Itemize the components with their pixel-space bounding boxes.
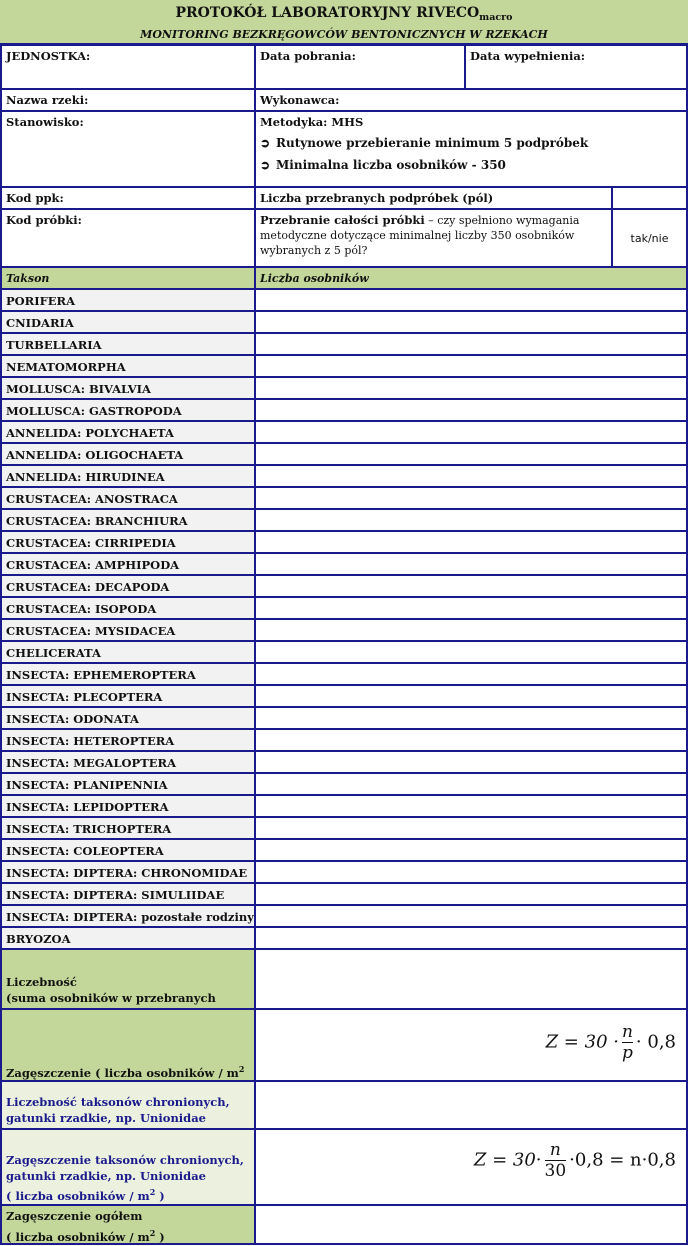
taxon-name-cell [0,904,256,928]
taxon-count-input[interactable] [254,816,688,840]
taxon-name-cell [0,310,256,334]
taxon-name-cell [0,552,256,576]
taxon-name-cell [0,882,256,906]
taxon-name: ANNELIDA: POLYCHAETA [6,426,174,440]
ogolem-label [6,1208,250,1246]
taxon-name-cell [0,508,256,532]
taxon-name: TURBELLARIA [6,338,102,352]
taxon-count-input[interactable] [254,860,688,884]
ogolem-line-1: Zagęszczenie ogółem [6,1209,143,1223]
ogolem-line-2-text: ( liczba osobników / m [6,1229,150,1244]
column-header-takson [0,266,256,290]
data-pobrania-field[interactable] [254,44,466,90]
taxon-count-input[interactable] [254,904,688,928]
taxon-count-input[interactable] [254,838,688,862]
taxon-name: MOLLUSCA: BIVALVIA [6,382,151,396]
zchron-line-2: gatunki rzadkie, np. Unionidae [6,1169,206,1183]
taxon-name-cell [0,530,256,554]
taxon-name-cell [0,596,256,620]
taxon-name: BRYOZOA [6,932,71,946]
taxon-count-input[interactable] [254,728,688,752]
chronione-liczebnosc-input[interactable] [254,1080,688,1130]
bullet-1-text: Rutynowe przebieranie minimum 5 podpróbek [276,136,589,150]
formula-1-fraction [622,1022,633,1063]
taxon-count-input[interactable] [254,420,688,444]
taxon-name: INSECTA: MEGALOPTERA [6,756,177,770]
zchron-line-3-end: ) [155,1188,165,1203]
taxon-count-input[interactable] [254,332,688,356]
chronione-liczebnosc-label [6,1094,250,1126]
taxon-name: INSECTA: ODONATA [6,712,139,726]
taxon-count-input[interactable] [254,288,688,312]
taxon-count-input[interactable] [254,376,688,400]
taxon-name: INSECTA: PLANIPENNIA [6,778,168,792]
metodyka-label: Metodyka: MHS [260,115,364,129]
taxon-count-input[interactable] [254,530,688,554]
liczba-podprobek-input[interactable] [611,186,688,210]
taxon-name: CRUSTACEA: CIRRIPEDIA [6,536,176,550]
stanowisko-field[interactable] [0,110,256,188]
chronione-liczebnosc-label-cell [0,1080,256,1130]
formula-1-numerator: n [621,1022,633,1042]
taxon-name-cell [0,838,256,862]
zageszczenie-label-cell [0,1008,256,1082]
taxon-count-input[interactable] [254,662,688,686]
taxon-count-input[interactable] [254,464,688,488]
taxon-name-cell [0,288,256,312]
taxon-name-cell [0,728,256,752]
taxon-name: INSECTA: DIPTERA: SIMULIIDAE [6,888,225,902]
przebranie-question [260,213,607,258]
chronione-line-1: Liczebność taksonów chronionych, [6,1095,230,1109]
ogolem-line-2 [6,1225,250,1246]
zageszczenie-sup: 2 [238,1064,245,1074]
taxon-name-cell [0,332,256,356]
taxon-name-cell [0,926,256,950]
taxon-name: INSECTA: HETEROPTERA [6,734,175,748]
metodyka-bullet-2 [260,158,506,172]
taxon-count-input[interactable] [254,684,688,708]
taxon-count-input[interactable] [254,508,688,532]
taxon-name: CHELICERATA [6,646,101,660]
liczba-podprobek-label-cell [254,186,613,210]
taxon-name: INSECTA: PLECOPTERA [6,690,163,704]
zchron-line-3-text: ( liczba osobników / m [6,1188,150,1203]
taxon-name-cell [0,398,256,422]
taxon-count-input[interactable] [254,442,688,466]
jednostka-field[interactable] [0,44,256,90]
taxon-count-input[interactable] [254,486,688,510]
ogolem-line-2-end: ) [155,1229,165,1244]
taxon-name: ANNELIDA: HIRUDINEA [6,470,165,484]
taxon-name-cell [0,860,256,884]
protocol-header [0,0,688,46]
formula-2-fraction [545,1140,567,1181]
chronione-line-2: gatunki rzadkie, np. Unionidae [6,1111,206,1125]
taxon-name: NEMATOMORPHA [6,360,126,374]
przebranie-rest-text: – czy spełniono wymagania metodyczne dotyczące minimalnej liczby 350 osobników wybranych z 5 pól? [260,214,580,257]
taxon-name: PORIFERA [6,294,76,308]
taxon-name-cell [0,354,256,378]
metodyka-box [254,110,688,188]
arrow-right-icon: ➲ [260,136,271,150]
liczebnosc-line-2: (suma osobników w przebranych [6,991,216,1005]
taxon-name-cell [0,486,256,510]
ogolem-sup: 2 [149,1228,156,1238]
density-formula [546,1022,676,1063]
taxon-name-cell [0,772,256,796]
formula-2-rhs: ·0,8 = n·0,8 [569,1149,676,1171]
taxon-name-cell [0,816,256,840]
liczebnosc-label-cell [0,948,256,1010]
taxon-name: MOLLUSCA: GASTROPODA [6,404,182,418]
protocol-title-text: PROTOKÓŁ LABORATORYJNY RIVECO [175,5,480,21]
przebranie-bold-text: Przebranie całości próbki [260,213,425,227]
taxon-count-input[interactable] [254,398,688,422]
chronione-zageszczenie-label [6,1152,250,1204]
data-wypelnienia-label: Data wypełnienia: [470,49,586,63]
nazwa-rzeki-field[interactable] [0,88,256,112]
formula-1-denominator: p [622,1043,633,1063]
taxon-name-cell [0,794,256,818]
taxon-name-cell [0,618,256,642]
taxon-count-input[interactable] [254,596,688,620]
taxon-name: INSECTA: DIPTERA: pozostałe rodziny [6,910,254,924]
taxon-name: INSECTA: COLEOPTERA [6,844,164,858]
taxon-count-input[interactable] [254,618,688,642]
taxon-name: INSECTA: TRICHOPTERA [6,822,172,836]
taxon-count-input[interactable] [254,574,688,598]
taxon-name-cell [0,464,256,488]
taxon-count-input[interactable] [254,750,688,774]
taxon-name: CNIDARIA [6,316,74,330]
zchron-line-1: Zagęszczenie taksonów chronionych, [6,1153,244,1167]
data-wypelnienia-field[interactable] [464,44,688,90]
formula-1-lhs: Z = 30 · [545,1031,619,1053]
przebranie-question-cell [254,208,613,268]
formula-1-rhs: · 0,8 [635,1031,676,1053]
taxon-count-input[interactable] [254,552,688,576]
taxon-name-cell [0,750,256,774]
taxon-name: INSECTA: EPHEMEROPTERA [6,668,196,682]
taxon-name-cell [0,684,256,708]
chronione-zageszczenie-label-cell [0,1128,256,1206]
taxon-name: CRUSTACEA: ISOPODA [6,602,157,616]
taxon-count-input[interactable] [254,772,688,796]
taxon-name: CRUSTACEA: DECAPODA [6,580,170,594]
taxon-name: INSECTA: LEPIDOPTERA [6,800,169,814]
kod-ppk-label: Kod ppk: [6,191,64,205]
taxon-count-input[interactable] [254,354,688,378]
wykonawca-label: Wykonawca: [260,93,340,107]
protocol-subtitle: MONITORING BEZKRĘGOWCÓW BENTONICZNYCH W RZEKACH [140,28,548,41]
zageszczenie-text: Zagęszczenie ( liczba osobników / m [6,1065,239,1080]
liczba-podprobek-label: Liczba przebranych podpróbek (pól) [260,191,494,205]
column-header-takson-text: Takson [6,272,50,285]
taxon-count-input[interactable] [254,794,688,818]
taxon-name-cell [0,442,256,466]
taxon-name-cell [0,376,256,400]
taxon-count-input[interactable] [254,882,688,906]
data-pobrania-label: Data pobrania: [260,49,356,63]
column-header-liczba-text: Liczba osobników [260,272,369,285]
taxon-name: CRUSTACEA: AMPHIPODA [6,558,180,572]
taxon-name: CRUSTACEA: BRANCHIURA [6,514,188,528]
taxon-name-cell [0,420,256,444]
taxon-name-cell [0,662,256,686]
arrow-right-icon: ➲ [260,158,271,172]
zageszczenie-value-cell[interactable] [254,1008,688,1082]
taxon-count-input[interactable] [254,926,688,950]
taxon-name: CRUSTACEA: MYSIDACEA [6,624,176,638]
protocol-title [0,5,688,23]
formula-2-numerator: n [549,1140,561,1160]
liczebnosc-line-1: Liczebność [6,975,77,989]
formula-2-lhs: Z = 30· [473,1149,542,1171]
tak-nie-field[interactable] [611,208,688,268]
taxon-name: INSECTA: DIPTERA: CHRONOMIDAE [6,866,248,880]
nazwa-rzeki-label: Nazwa rzeki: [6,93,89,107]
taxon-name: ANNELIDA: OLIGOCHAETA [6,448,184,462]
liczebnosc-value-input[interactable] [254,948,688,1010]
zchron-sup: 2 [149,1187,156,1197]
kod-probki-field[interactable] [0,208,256,268]
ogolem-label-cell [0,1204,256,1245]
stanowisko-label: Stanowisko: [6,115,84,129]
taxon-name-cell [0,640,256,664]
taxon-name-cell [0,574,256,598]
column-header-liczba [254,266,688,290]
ogolem-value-input[interactable] [254,1204,688,1245]
jednostka-label: JEDNOSTKA: [6,49,91,63]
chronione-zageszczenie-value-cell[interactable] [254,1128,688,1206]
protocol-title-subscript: macro [479,12,513,23]
kod-probki-label: Kod próbki: [6,213,82,227]
taxon-count-input[interactable] [254,310,688,334]
formula-2-denominator: 30 [544,1161,567,1181]
taxon-name-cell [0,706,256,730]
protected-density-formula [474,1140,676,1181]
wykonawca-field[interactable] [254,88,688,112]
taxon-name: CRUSTACEA: ANOSTRACA [6,492,178,506]
taxon-count-input[interactable] [254,706,688,730]
metodyka-bullet-1 [260,136,588,150]
zchron-line-3 [6,1184,250,1204]
bullet-2-text: Minimalna liczba osobników - 350 [276,158,506,172]
kod-ppk-field[interactable] [0,186,256,210]
tak-nie-text: tak/nie [630,232,669,245]
taxon-count-input[interactable] [254,640,688,664]
